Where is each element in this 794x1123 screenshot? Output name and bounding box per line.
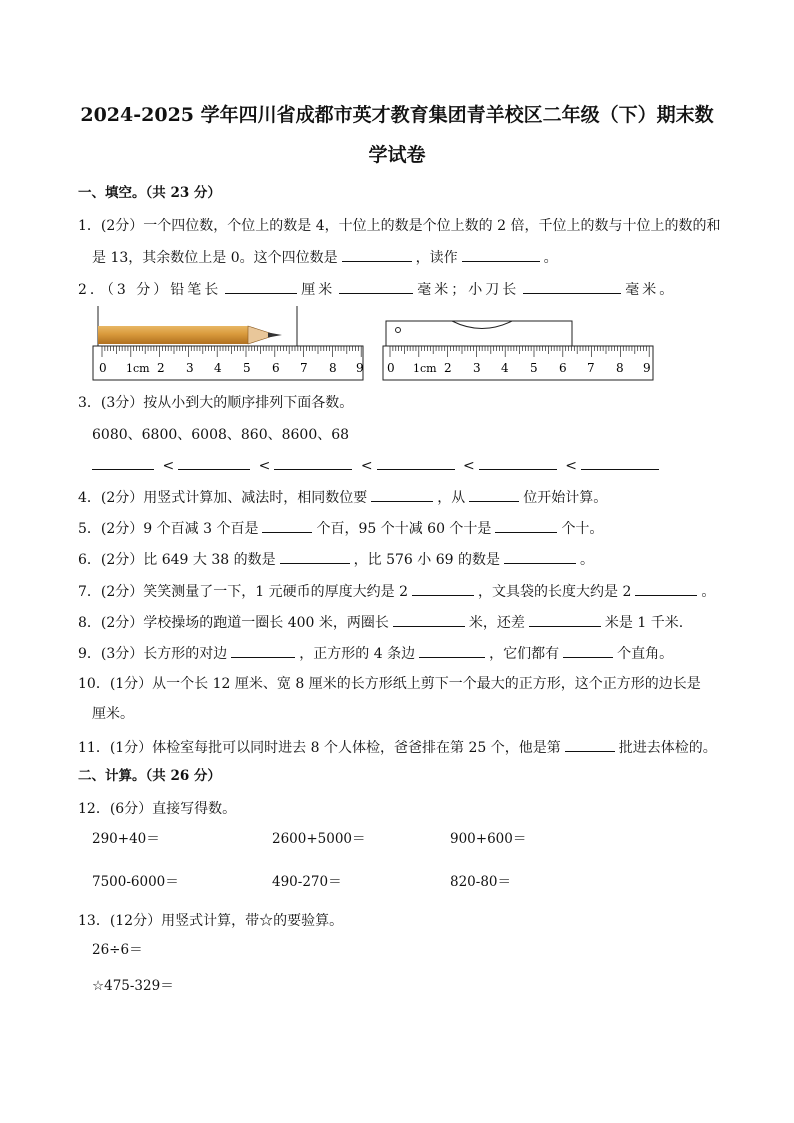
q3-blank[interactable] — [479, 457, 557, 470]
q12-expression: 900+600＝ — [450, 831, 527, 847]
q5-blank-hundreds[interactable] — [262, 520, 312, 533]
right-ruler-label: 7 — [587, 361, 595, 375]
q6-blank-difference[interactable] — [504, 551, 576, 564]
q7-blank-bag-unit[interactable] — [635, 583, 697, 596]
question-1-line2 — [92, 249, 558, 265]
question-6 — [78, 551, 594, 567]
q9-text-d: 个直角。 — [617, 646, 674, 662]
left-ruler-label: 8 — [329, 361, 337, 375]
q11-blank-batch[interactable] — [565, 739, 615, 752]
q12-expression: 290+40＝ — [92, 831, 160, 847]
q7-text-a: 7．(2分）笑笑测量了一下，1 元硬币的厚度大约是 2 — [78, 584, 408, 600]
q9-text-a: 9．(3分）长方形的对边 — [78, 646, 228, 662]
q1-text-a: 是 13，其余数位上是 0。这个四位数是 — [92, 250, 338, 266]
right-ruler-label: 6 — [559, 361, 567, 375]
right-ruler-label: 3 — [473, 361, 481, 375]
section-heading-fill-blank: 一、填空。（共 23 分） — [78, 185, 221, 201]
q3-blank[interactable] — [92, 457, 154, 470]
q13-expression-subtraction: ☆475-329＝ — [92, 978, 174, 994]
q1-text-b: ，读作 — [415, 250, 458, 266]
less-than-sign: < — [258, 458, 271, 474]
right-ruler-label: 9 — [643, 361, 651, 375]
question-3: 3．(3分）按从小到大的顺序排列下面各数。 — [78, 395, 354, 411]
q6-blank-sum[interactable] — [280, 551, 350, 564]
question-2 — [78, 281, 676, 297]
q11-text-a: 11．(1分）体检室每批可以同时进去 8 个人体检，爸爸排在第 25 个，他是第 — [78, 740, 561, 756]
q5-text-c: 个十。 — [561, 521, 604, 537]
q12-expression: 2600+5000＝ — [272, 831, 366, 847]
q3-blank[interactable] — [274, 457, 352, 470]
question-11 — [78, 739, 717, 755]
q5-text-b: 个百，95 个十减 60 个十是 — [316, 521, 492, 537]
q2-blank-knife[interactable] — [523, 281, 621, 294]
q1-blank-reading[interactable] — [462, 249, 540, 262]
left-ruler-label: 3 — [186, 361, 194, 375]
left-ruler-label: 2 — [157, 361, 165, 375]
less-than-sign: < — [565, 458, 577, 474]
q5-blank-tens[interactable] — [495, 520, 557, 533]
section-heading-calculation: 二、计算。（共 26 分） — [78, 768, 221, 784]
q13-expression-division: 26÷6＝ — [92, 942, 143, 958]
pencil-icon — [98, 326, 282, 344]
q3-blank[interactable] — [377, 457, 455, 470]
ruler-figure — [92, 306, 672, 384]
q9-blank-right-angles[interactable] — [563, 645, 613, 658]
less-than-sign: < — [162, 458, 175, 474]
right-ruler-label: 1cm — [413, 362, 437, 375]
right-ruler — [383, 321, 653, 380]
q6-text-b: ，比 576 小 69 的数是 — [353, 552, 500, 568]
q4-blank-place[interactable] — [469, 489, 519, 502]
q12-expression: 820-80＝ — [450, 874, 512, 890]
left-ruler-label: 1cm — [126, 362, 150, 375]
q7-text-b: ，文具袋的长度大约是 2 — [478, 584, 632, 600]
q8-text-a: 8．(2分）学校操场的跑道一圈长 400 米，两圈长 — [78, 615, 389, 631]
q9-text-c: ，它们都有 — [489, 646, 560, 662]
q2-blank-cm[interactable] — [225, 281, 297, 294]
right-ruler-label: 8 — [616, 361, 624, 375]
q8-text-b: 米，还差 — [468, 615, 525, 631]
q5-text-a: 5．(2分）9 个百减 3 个百是 — [78, 521, 259, 537]
q8-blank-two-laps[interactable] — [393, 614, 465, 627]
question-4 — [78, 489, 607, 505]
left-ruler-label: 4 — [214, 361, 222, 375]
q7-blank-coin-unit[interactable] — [412, 583, 474, 596]
q12-expression: 490-270＝ — [272, 874, 342, 890]
left-ruler-label: 0 — [99, 361, 107, 375]
q12-expression: 7500-6000＝ — [92, 874, 179, 890]
left-ruler-label: 9 — [356, 361, 364, 375]
right-ruler-label: 2 — [444, 361, 452, 375]
q2-text-d: 毫米。 — [625, 282, 677, 298]
q9-text-b: ，正方形的 4 条边 — [299, 646, 416, 662]
less-than-sign: < — [463, 458, 475, 474]
left-ruler-label: 5 — [243, 361, 251, 375]
question-8 — [78, 614, 683, 630]
q9-blank-square-sides[interactable] — [419, 645, 485, 658]
less-than-sign: < — [360, 458, 373, 474]
q4-blank-align[interactable] — [371, 489, 433, 502]
question-12: 12．(6分）直接写得数。 — [78, 801, 237, 817]
q9-blank-rect-sides[interactable] — [231, 645, 295, 658]
question-7 — [78, 583, 715, 599]
right-ruler-label: 4 — [501, 361, 509, 375]
q8-text-c: 米是 1 千米. — [604, 615, 684, 631]
question-13: 13．(12分）用竖式计算，带☆的要验算。 — [78, 913, 344, 929]
question-10-line1: 10．(1分）从一个长 12 厘米、宽 8 厘米的长方形纸上剪下一个最大的正方形，这个正方形的边长是 — [78, 676, 701, 692]
exam-title-line2: 学试卷 — [368, 144, 426, 166]
q2-blank-mm[interactable] — [339, 281, 413, 294]
q6-text-c: 。 — [579, 552, 594, 568]
right-ruler-label: 5 — [530, 361, 538, 375]
left-ruler-label: 6 — [272, 361, 280, 375]
left-ruler-label: 7 — [300, 361, 308, 375]
right-ruler-label: 0 — [387, 361, 395, 375]
q4-text-a: 4．(2分）用竖式计算加、减法时，相同数位要 — [78, 490, 368, 506]
q3-blank[interactable] — [581, 457, 659, 470]
q8-blank-remaining[interactable] — [529, 614, 601, 627]
question-10-line2: 厘米。 — [92, 706, 134, 722]
q2-text-c: 毫米；小刀长 — [417, 282, 520, 298]
q7-text-c: 。 — [701, 584, 716, 600]
knife-icon — [386, 321, 572, 346]
q1-blank-number[interactable] — [342, 249, 412, 262]
q2-text-b: 厘米 — [301, 282, 336, 298]
q4-text-c: 位开始计算。 — [523, 490, 608, 506]
q3-blank[interactable] — [178, 457, 250, 470]
question-1-line1: 1．(2分）一个四位数，个位上的数是 4，十位上的数是个位上数的 2 倍，千位上的数与十位上的数的和 — [78, 218, 721, 234]
question-3-ordering — [92, 457, 663, 473]
q6-text-a: 6．(2分）比 649 大 38 的数是 — [78, 552, 276, 568]
q11-text-b: 批进去体检的。 — [618, 740, 717, 756]
left-ruler — [93, 306, 364, 380]
question-9 — [78, 645, 673, 661]
exam-title-line1: 2024-2025 学年四川省成都市英才教育集团青羊校区二年级（下）期末数 — [80, 104, 714, 126]
q2-text-a: 2．（3 分）铅笔长 — [78, 282, 222, 298]
q4-text-b: ，从 — [437, 490, 466, 506]
q1-text-c: 。 — [543, 250, 558, 266]
question-3-numbers: 6080、6800、6008、860、8600、68 — [92, 427, 350, 443]
question-5 — [78, 520, 603, 536]
